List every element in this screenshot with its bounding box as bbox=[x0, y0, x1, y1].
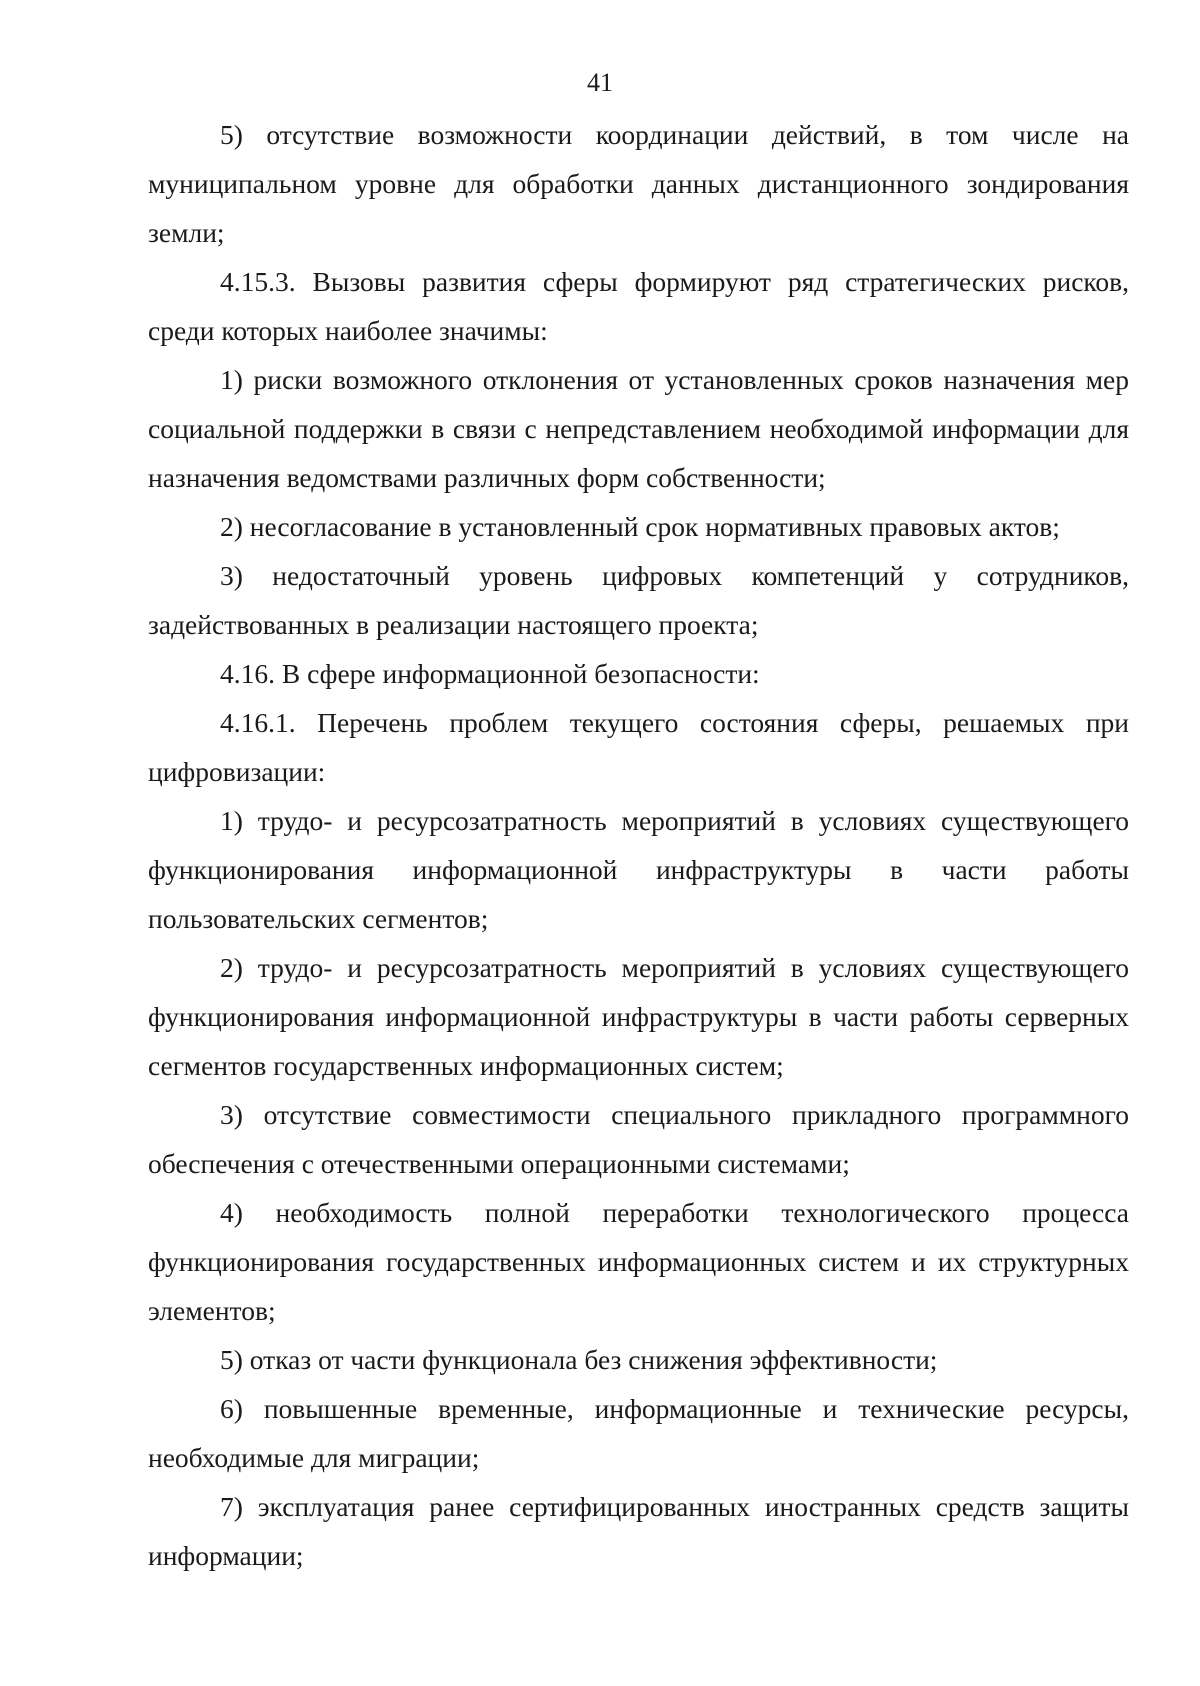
section-heading: 4.16. В сфере информационной безопасности: bbox=[220, 658, 760, 689]
paragraph: 3) недостаточный уровень цифровых компетенций у сотрудников, задействованных в реализации настоящего проекта; bbox=[148, 560, 1129, 640]
document-body bbox=[148, 110, 1129, 1580]
paragraph: 4.16.1. Перечень проблем текущего состояния сферы, решаемых при цифровизации: bbox=[148, 707, 1129, 787]
paragraph: 7) эксплуатация ранее сертифицированных иностранных средств защиты информации; bbox=[148, 1491, 1129, 1571]
paragraph: 1) трудо- и ресурсозатратность мероприятий в условиях существующего функционирования информационной инфраструктуры в части работы пользовательских сегментов; bbox=[148, 805, 1129, 934]
paragraph: 1) риски возможного отклонения от установленных сроков назначения мер социальной поддержки в связи с непредставлением необходимой информации для назначения ведомствами различных форм собственности; bbox=[148, 364, 1129, 493]
page-number: 41 bbox=[587, 68, 613, 97]
paragraph: 6) повышенные временные, информационные и технические ресурсы, необходимые для миграции; bbox=[148, 1393, 1129, 1473]
paragraph: 2) несогласование в установленный срок нормативных правовых актов; bbox=[220, 511, 1060, 542]
paragraph: 4.15.3. Вызовы развития сферы формируют ряд стратегических рисков, среди которых наиболее значимы: bbox=[148, 266, 1129, 346]
paragraph: 4) необходимость полной переработки технологического процесса функционирования государственных информационных систем и их структурных элементов; bbox=[148, 1197, 1129, 1326]
paragraph: 5) отказ от части функционала без снижения эффективности; bbox=[220, 1344, 938, 1375]
paragraph: 2) трудо- и ресурсозатратность мероприятий в условиях существующего функционирования информационной инфраструктуры в части работы серверных сегментов государственных информационных систем; bbox=[148, 952, 1129, 1081]
paragraph: 3) отсутствие совместимости специального прикладного программного обеспечения с отечественными операционными системами; bbox=[148, 1099, 1129, 1179]
paragraph: 5) отсутствие возможности координации действий, в том числе на муниципальном уровне для обработки данных дистанционного зондирования земли; bbox=[148, 119, 1129, 248]
